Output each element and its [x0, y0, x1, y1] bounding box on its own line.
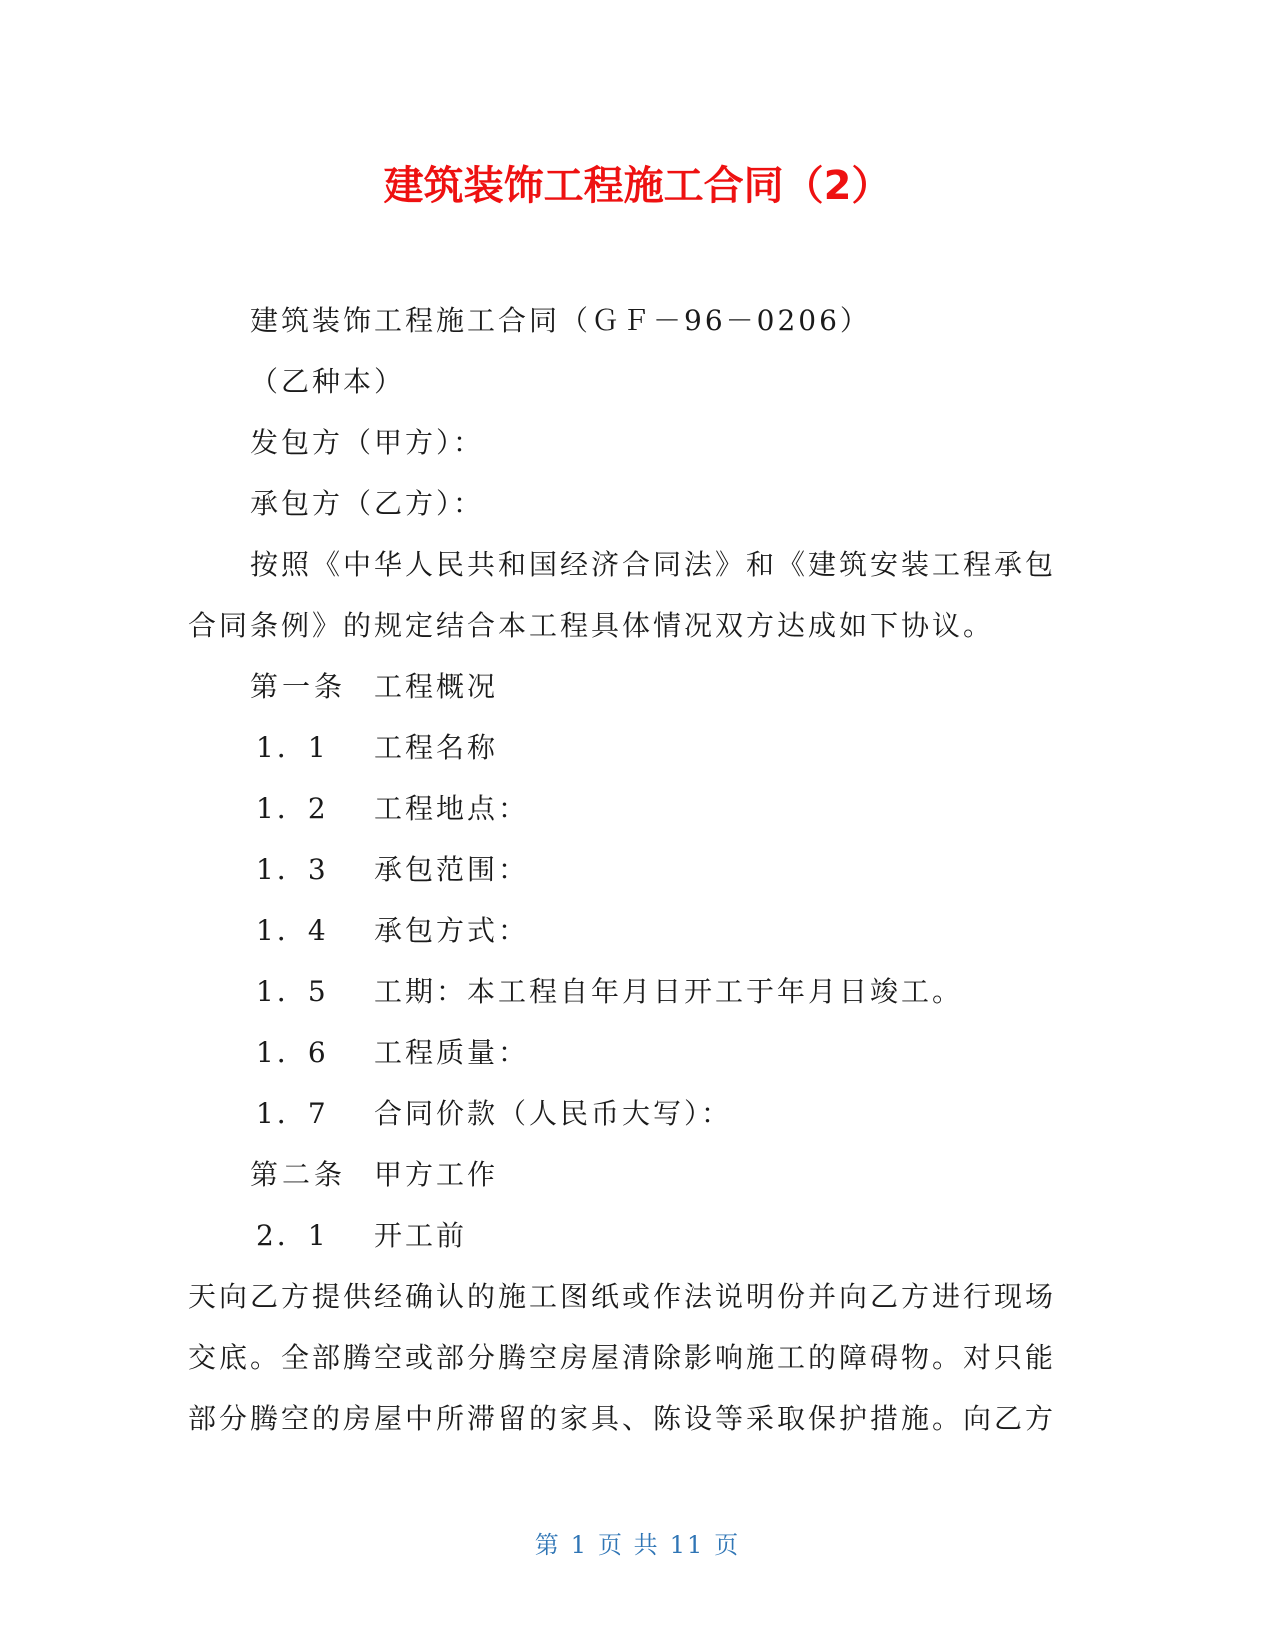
current-page-number: 1 [570, 1531, 589, 1559]
article-2-heading [188, 1144, 1058, 1205]
body-line-1: 天向乙方提供经确认的施工图纸或作法说明份并向乙方进行现场 [188, 1280, 1057, 1313]
clause-text: 工期：本工程自年月日开工于年月日竣工。 [374, 975, 964, 1008]
clause-number: 1．7 [256, 1097, 329, 1130]
article-1-heading [188, 656, 1058, 717]
clause-1-2 [188, 778, 1058, 839]
document-body [188, 290, 1058, 1449]
intro-line-1: 按照《中华人民共和国经济合同法》和《建筑安装工程承包 [250, 548, 1057, 581]
clause-text: 合同价款（人民币大写）： [374, 1097, 733, 1130]
clause-1-3 [188, 839, 1058, 900]
intro-line-2: 合同条例》的规定结合本工程具体情况双方达成如下协议。 [188, 609, 995, 642]
total-page-count: 11 [669, 1531, 705, 1559]
clause-number: 1．5 [256, 975, 329, 1008]
clause-number: 1．4 [256, 914, 329, 947]
clause-number: 1．6 [256, 1036, 329, 1069]
footer-suffix: 页 [714, 1531, 741, 1559]
body-line-3: 部分腾空的房屋中所滞留的家具、陈设等采取保护措施。向乙方 [188, 1402, 1057, 1435]
clause-1-1 [188, 717, 1058, 778]
clause-text: 工程地点： [374, 792, 530, 825]
clause-1-5 [188, 961, 1058, 1022]
article-title: 工程概况 [374, 670, 499, 703]
article-number: 第二条 [250, 1158, 347, 1191]
article-number: 第一条 [250, 670, 347, 703]
party-b-line: 承包方（乙方）： [250, 487, 485, 520]
footer-prefix: 第 [534, 1531, 561, 1559]
clause-1-6 [188, 1022, 1058, 1083]
body-line-2: 交底。全部腾空或部分腾空房屋清除影响施工的障碍物。对只能 [188, 1341, 1057, 1374]
clause-2-1 [188, 1205, 1058, 1266]
clause-number: 2．1 [256, 1219, 329, 1252]
contract-code-line: 建筑装饰工程施工合同（ＧＦ－96－0206） [250, 304, 871, 337]
clause-1-4 [188, 900, 1058, 961]
page-title: 建筑装饰工程施工合同（2） [383, 163, 892, 209]
clause-text: 工程质量： [374, 1036, 530, 1069]
clause-text: 承包方式： [374, 914, 530, 947]
clause-number: 1．2 [256, 792, 329, 825]
party-a-line: 发包方（甲方）： [250, 426, 485, 459]
clause-text: 工程名称 [374, 731, 499, 764]
clause-text: 承包范围： [374, 853, 530, 886]
article-title: 甲方工作 [374, 1158, 499, 1191]
clause-number: 1．1 [256, 731, 329, 764]
clause-number: 1．3 [256, 853, 329, 886]
edition-line: （乙种本） [250, 365, 406, 398]
page-footer [0, 1525, 1275, 1560]
clause-1-7 [188, 1083, 1058, 1144]
clause-text: 开工前 [374, 1219, 468, 1252]
footer-middle: 页 共 [598, 1531, 660, 1559]
